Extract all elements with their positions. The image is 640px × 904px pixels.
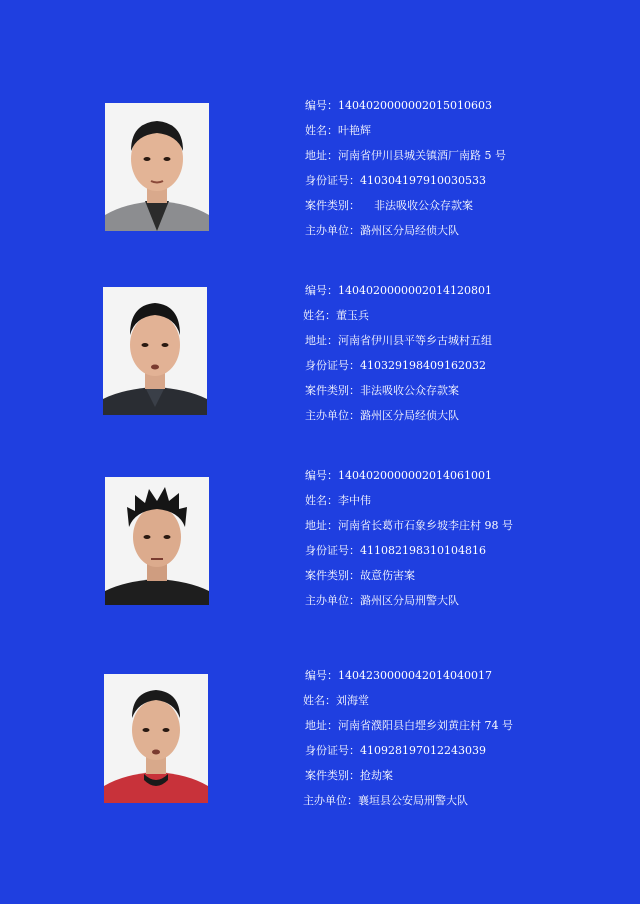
case-type-row [305, 770, 513, 795]
name-label: 姓名： [305, 124, 338, 137]
name-row [303, 310, 492, 335]
id-row [305, 100, 506, 125]
record-info-2 [305, 285, 492, 435]
address-label: 地址： [305, 334, 338, 347]
id-value: 1404020000002014120801 [338, 284, 492, 297]
unit-value: 潞州区分局经侦大队 [360, 224, 459, 237]
address-value: 河南省伊川县城关镇酒厂南路 5 号 [338, 149, 506, 162]
record-info-3 [305, 470, 513, 620]
idcard-value: 410304197910030533 [360, 174, 486, 187]
name-value: 董玉兵 [336, 309, 369, 322]
address-row [305, 150, 506, 175]
address-label: 地址： [305, 519, 338, 532]
unit-label: 主办单位： [303, 794, 358, 807]
address-value: 河南省伊川县平等乡古城村五组 [338, 334, 492, 347]
id-label: 编号： [305, 469, 338, 482]
address-label: 地址： [305, 719, 338, 732]
case-type-value: 故意伤害案 [360, 569, 415, 582]
portrait-photo-1 [105, 103, 209, 231]
name-label: 姓名： [303, 694, 336, 707]
name-label: 姓名： [303, 309, 336, 322]
idcard-value: 410928197012243039 [360, 744, 486, 757]
idcard-row [305, 175, 506, 200]
unit-label: 主办单位： [305, 224, 360, 237]
address-value: 河南省长葛市石象乡坡李庄村 98 号 [338, 519, 513, 532]
portrait-image [105, 103, 209, 231]
unit-row [303, 795, 513, 820]
portrait-image [103, 287, 207, 415]
case-type-label: 案件类别： [305, 769, 360, 782]
address-row [305, 520, 513, 545]
portrait-image [105, 477, 209, 605]
address-value: 河南省濮阳县白堽乡刘黄庄村 74 号 [338, 719, 513, 732]
unit-row [305, 410, 492, 435]
id-row [305, 470, 513, 495]
idcard-label: 身份证号： [305, 174, 360, 187]
case-type-value: 非法吸收公众存款案 [374, 199, 473, 212]
name-value: 叶艳辉 [338, 124, 371, 137]
idcard-value: 410329198409162032 [360, 359, 486, 372]
name-row [305, 495, 513, 520]
name-row [303, 695, 513, 720]
record-info-4 [305, 670, 513, 820]
unit-label: 主办单位： [305, 594, 360, 607]
idcard-value: 411082198310104816 [360, 544, 486, 557]
case-type-label: 案件类别： [305, 199, 360, 212]
case-type-value: 非法吸收公众存款案 [360, 384, 459, 397]
unit-label: 主办单位： [305, 409, 360, 422]
case-type-value: 抢劫案 [360, 769, 393, 782]
idcard-row [305, 745, 513, 770]
idcard-label: 身份证号： [305, 744, 360, 757]
unit-value: 潞州区分局经侦大队 [360, 409, 459, 422]
case-type-label: 案件类别： [305, 384, 360, 397]
id-row [305, 285, 492, 310]
id-label: 编号： [305, 669, 338, 682]
name-value: 李中伟 [338, 494, 371, 507]
id-label: 编号： [305, 284, 338, 297]
unit-value: 襄垣县公安局刑警大队 [358, 794, 468, 807]
case-type-label: 案件类别： [305, 569, 360, 582]
id-value: 1404020000002014061001 [338, 469, 492, 482]
portrait-image [104, 674, 208, 803]
id-value: 1404020000002015010603 [338, 99, 492, 112]
id-label: 编号： [305, 99, 338, 112]
name-value: 刘海堂 [336, 694, 369, 707]
unit-row [305, 225, 506, 250]
idcard-row [305, 360, 492, 385]
case-type-row [305, 200, 506, 225]
record-info-1 [305, 100, 506, 250]
portrait-photo-4 [104, 674, 208, 803]
address-row [305, 720, 513, 745]
id-row [305, 670, 513, 695]
portrait-photo-3 [105, 477, 209, 605]
name-label: 姓名： [305, 494, 338, 507]
case-type-row [305, 570, 513, 595]
name-row [305, 125, 506, 150]
case-type-row [305, 385, 492, 410]
address-label: 地址： [305, 149, 338, 162]
unit-value: 潞州区分局刑警大队 [360, 594, 459, 607]
idcard-label: 身份证号： [305, 544, 360, 557]
idcard-label: 身份证号： [305, 359, 360, 372]
unit-row [305, 595, 513, 620]
id-value: 1404230000042014040017 [338, 669, 492, 682]
idcard-row [305, 545, 513, 570]
portrait-photo-2 [103, 287, 207, 415]
address-row [305, 335, 492, 360]
